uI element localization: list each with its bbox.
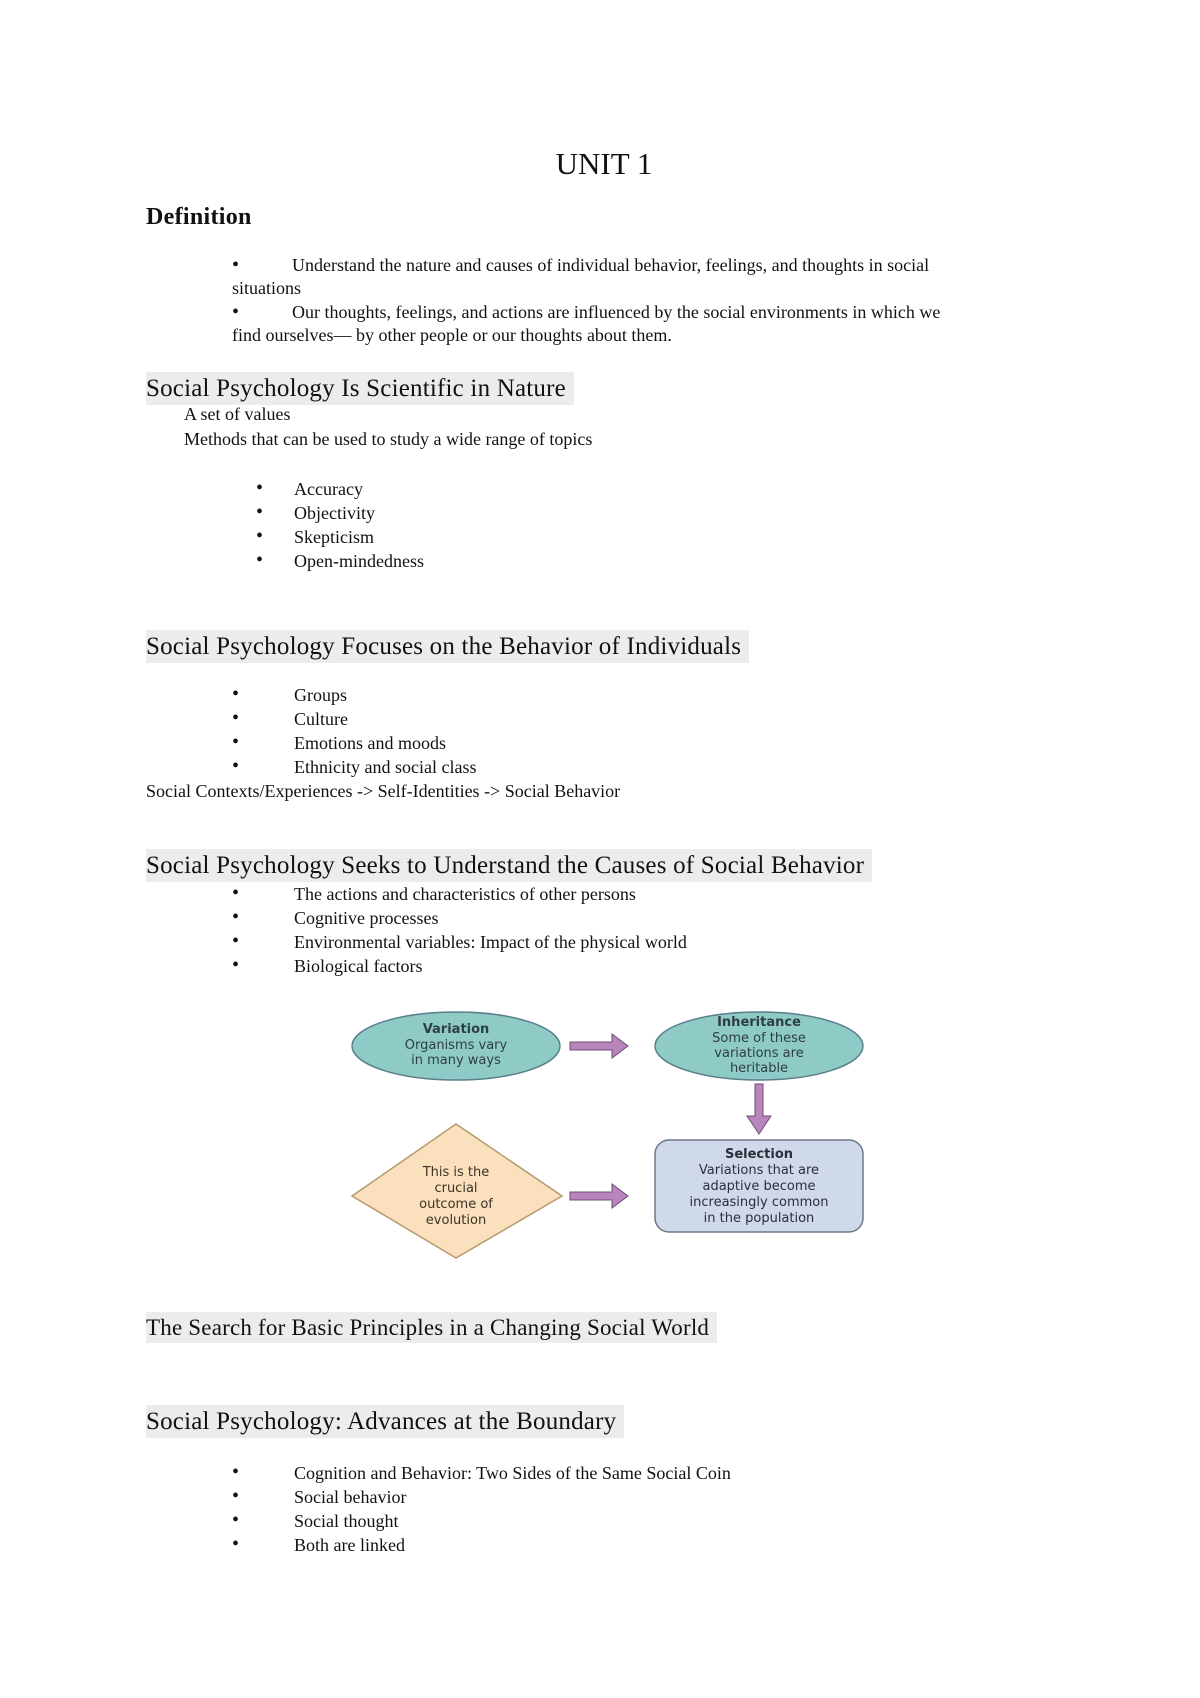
selection-line: increasingly common [689,1195,829,1210]
inheritance-line: Some of these [712,1031,806,1046]
list-item: • Cognitive processes [232,906,687,930]
definition-item [232,254,1032,300]
individuals-list [232,683,476,779]
inheritance-title: Inheritance [717,1015,801,1030]
section-line: Methods that can be used to study a wide range of topics [184,429,593,449]
inheritance-node [655,1012,863,1080]
scientific-list [232,477,424,573]
section-line: A set of values [184,404,291,424]
list-item: • Skepticism [232,525,424,549]
outcome-line: This is the [422,1165,490,1180]
bullet-icon: • [232,254,240,276]
list-item: • Ethnicity and social class [232,755,476,779]
boundary-list [232,1461,731,1557]
list-item: • Accuracy [232,477,424,501]
inheritance-line: variations are [714,1046,804,1061]
outcome-node [352,1124,562,1258]
arrow-right-icon [570,1184,628,1208]
list-item: • Social behavior [232,1485,731,1509]
selection-line: in the population [703,1211,815,1226]
list-item: • Environmental variables: Impact of the physical world [232,930,687,954]
list-item: • Social thought [232,1509,731,1533]
selection-title: Selection [724,1147,794,1162]
outcome-line: crucial [434,1181,478,1196]
section-heading-causes: Social Psychology Seeks to Understand the Causes of Social Behavior [146,849,872,882]
list-item: • Cognition and Behavior: Two Sides of the Same Social Coin [232,1461,731,1485]
definition-item-line: Understand the nature and causes of individual behavior, feelings, and thoughts in social [292,255,930,275]
section-heading-scientific: Social Psychology Is Scientific in Nature [146,372,574,405]
unit-title: UNIT 1 [555,146,653,181]
variation-node [352,1012,560,1080]
outcome-line: evolution [425,1213,487,1228]
definition-item-line: find ourselves— by other people or our thoughts about them. [232,325,672,345]
bullet-icon: • [232,301,240,323]
selection-line: adaptive become [702,1179,816,1194]
arrow-right-icon [570,1034,628,1058]
variation-title: Variation [422,1022,490,1037]
list-item: • Both are linked [232,1533,731,1557]
list-item: • Open-mindedness [232,549,424,573]
section-heading-individuals: Social Psychology Focuses on the Behavior of Individuals [146,630,749,663]
selection-line: Variations that are [698,1163,820,1178]
list-item: • The actions and characteristics of other persons [232,882,687,906]
list-item: • Emotions and moods [232,731,476,755]
search-principles-line: The Search for Basic Principles in a Changing Social World [146,1312,717,1343]
definition-item-line: situations [232,278,302,298]
definition-item-line: Our thoughts, feelings, and actions are influenced by the social environments in which we [292,302,941,322]
evolution-diagram [344,1000,884,1260]
variation-line: Organisms vary [404,1038,508,1053]
section-heading-boundary: Social Psychology: Advances at the Boundary [146,1405,624,1438]
outcome-line: outcome of [419,1197,493,1212]
list-item: • Biological factors [232,954,687,978]
context-flow-line: Social Contexts/Experiences -> Self-Identities -> Social Behavior [146,781,621,801]
causes-list [232,882,687,978]
inheritance-line: heritable [729,1061,789,1076]
list-item: • Groups [232,683,476,707]
definition-heading: Definition [146,204,252,230]
variation-line: in many ways [411,1053,501,1068]
selection-node [655,1140,863,1232]
list-item: • Culture [232,707,476,731]
definition-item [232,301,1032,347]
list-item: • Objectivity [232,501,424,525]
arrow-down-icon [747,1084,771,1134]
